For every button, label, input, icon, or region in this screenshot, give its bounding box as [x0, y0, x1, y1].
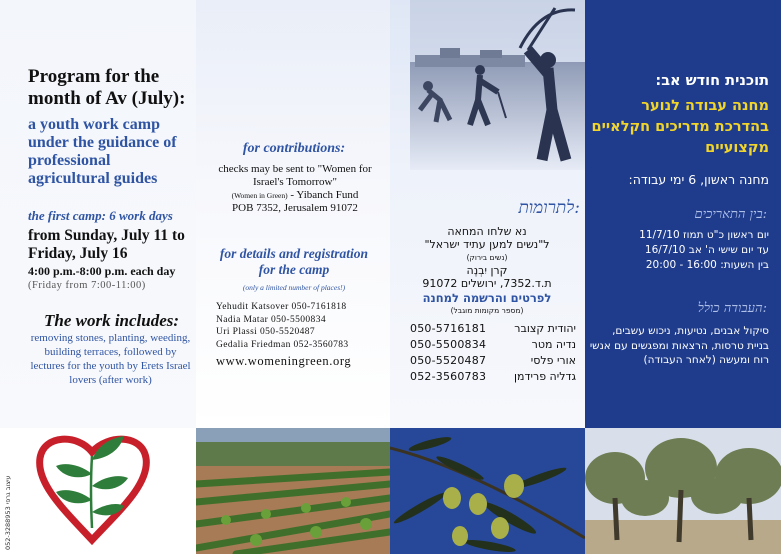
hebrew-work-body: סיקול אבנים, נטיעות, ניכוש עשבים, בניית טרסות, הרצאות ומפגשים עם אנשי רוח ומעשה: [589, 325, 769, 366]
hebrew-hours-line: בין השעות: 16:00 - 20:00: [645, 259, 769, 271]
hebrew-first-camp: מחנה ראשון, 6 ימי עבודה:: [628, 172, 769, 187]
registration-note: (only a limited number of places!): [242, 283, 346, 292]
website-link[interactable]: www.womeningreen.org: [216, 354, 352, 368]
contrib-line: checks may be sent to "Women for Israel's Tomorrow": [218, 163, 372, 188]
hebrew-program-panel: [585, 0, 781, 428]
contact-phone[interactable]: 050-5500834: [270, 314, 327, 325]
camp-dates: from Sunday, July 11 to Friday, July 16: [28, 227, 185, 262]
contact-phone[interactable]: 052-3560783: [293, 339, 349, 350]
he-contrib-line: קרן יִבְנֶה: [466, 264, 508, 277]
hebrew-registration-heading: לפרטים והרשמה למחנה: [422, 291, 552, 305]
hebrew-work-heading: העבודה כולל:: [697, 301, 767, 316]
contrib-address: POB 7352, Jerusalem 91072: [232, 202, 358, 214]
he-contact-row: [410, 353, 576, 369]
he-contact-row: [410, 337, 576, 353]
contact-name: נדיה מטר: [531, 338, 576, 351]
first-camp-label: the first camp: 6 work days: [28, 208, 173, 223]
hebrew-dates: [587, 228, 769, 273]
contact-name: Yehudit Katsover: [216, 302, 289, 312]
contact-name: Nadia Matar: [216, 314, 269, 325]
logo-cell: [0, 428, 196, 554]
contact-name: Gedalia Friedman: [216, 339, 291, 350]
registration-heading: for details and registration for the camp: [219, 246, 369, 277]
contributions-text: [216, 163, 374, 215]
olive-branch-photo: [390, 428, 585, 554]
contact-name: אורי פלסי: [530, 354, 576, 367]
friday-hours: (Friday from 7:00-11:00): [28, 280, 146, 291]
english-title: Program for the month of Av (July):: [28, 66, 186, 109]
he-contact-row: [410, 321, 576, 337]
vineyard-photo: [196, 428, 390, 554]
hebrew-contributions-heading: לתרומות:: [518, 198, 580, 218]
he-contact-row: [410, 369, 576, 385]
contact-phone[interactable]: 050-5716181: [410, 322, 487, 335]
contrib-line: (Women in Green): [231, 191, 288, 200]
contact-row: [216, 339, 392, 352]
contact-phone[interactable]: 050-7161818: [291, 302, 347, 312]
contact-list: [216, 301, 392, 351]
contact-row: [216, 301, 392, 314]
contact-name: יהודית קצובר: [514, 322, 576, 335]
contact-row: [216, 326, 392, 339]
hebrew-program-title: תוכנית חודש אב:: [655, 73, 769, 89]
camp-hours: 4:00 p.m.-8:00 p.m. each day: [28, 264, 176, 278]
hebrew-dates-heading: בין התאריכים:: [694, 207, 767, 222]
contributions-heading: for contributions:: [242, 141, 346, 156]
women-in-green-logo: [0, 428, 196, 554]
design-credit: 052-3288953 עיצוב גרפי: [4, 475, 12, 550]
hebrew-date-line: עד יום שישי ה' אב 16/7/10: [644, 244, 769, 256]
work-heading: The work includes:: [44, 311, 180, 330]
contact-phone[interactable]: 050-5520487: [260, 327, 316, 337]
he-contrib-line: נא שלחו המחאה: [447, 225, 527, 238]
hebrew-contributions-panel: [390, 0, 585, 428]
hebrew-registration-note: (מספר מקומות מוגבל): [450, 306, 524, 315]
contact-phone[interactable]: 050-5500834: [410, 338, 487, 351]
hebrew-date-line: יום ראשון כ"ט תמוז 11/7/10: [639, 229, 769, 241]
work-description: removing stones, planting, weeding, building terraces, followed by lectures for the youth by Erets Israel lovers (after work): [30, 332, 191, 386]
contact-name: Uri Plassi: [216, 327, 258, 337]
contrib-line: - Yibanch Fund: [290, 189, 359, 201]
contact-phone[interactable]: 050-5520487: [410, 354, 487, 367]
hebrew-contact-list: [410, 321, 576, 385]
contact-row: [216, 314, 392, 327]
hebrew-work-note: (לאחר העבודה): [643, 354, 716, 366]
contact-phone[interactable]: 052-3560783: [410, 370, 487, 383]
english-subtitle: a youth work camp under the guidance of professional agricultural guides: [28, 116, 177, 187]
hebrew-work-description: [587, 324, 769, 368]
contributions-panel: [196, 0, 390, 428]
hebrew-program-subtitle: מחנה עבודה לנוער בהדרכת מדריכים חקלאיים מקצועיים: [591, 98, 769, 156]
workers-photo: [410, 0, 585, 170]
olive-grove-photo: [585, 428, 781, 554]
hebrew-contributions-text: [398, 225, 576, 290]
contact-name: גדליה פרידמן: [514, 370, 576, 383]
he-contrib-line: (נשים בירוק): [466, 253, 508, 262]
he-contrib-line: ל"נשים למען עתיד ישראל": [424, 238, 550, 251]
english-panel: [0, 0, 196, 428]
he-contrib-address: ת.ד.7352, ירושלים 91072: [422, 277, 552, 290]
